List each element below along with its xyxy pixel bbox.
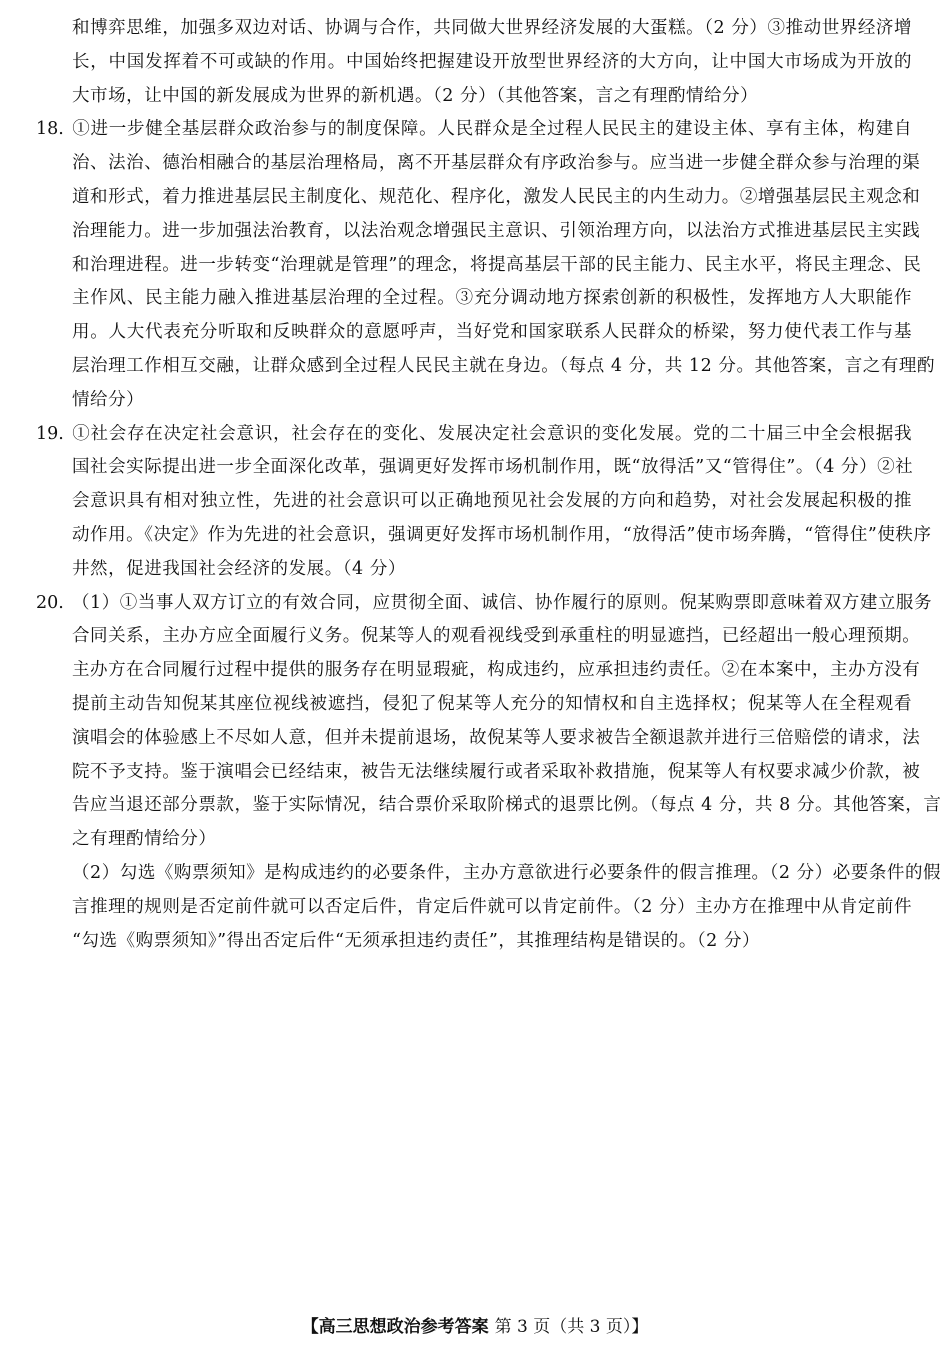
text-line xyxy=(36,418,912,452)
text-line: 之有理酌情给分） xyxy=(72,829,217,850)
text-line: “勾选《购票须知》”得出否定后件“无须承担违约责任”，其推理结构是错误的。（2 分） xyxy=(72,930,761,951)
text-line: 大市场，让中国的新发展成为世界的新机遇。（2 分）（其他答案，言之有理酌情给分） xyxy=(72,85,759,106)
question-20-answer xyxy=(36,587,942,959)
answer-sheet-page xyxy=(36,12,942,958)
text-line: 用。人大代表充分听取和反映群众的意愿呼声，当好党和国家联系人民群众的桥梁，努力使代表工作与基 xyxy=(72,322,912,343)
question-number: 20. xyxy=(36,592,64,613)
text-line: 院不予支持。鉴于演唱会已经结束，被告无法继续履行或者采取补救措施，倪某等人有权要求减少价款，被 xyxy=(72,761,921,782)
text-line-content: ①社会存在决定社会意识，社会存在的变化、发展决定社会意识的变化发展。党的二十届三中全会根据我 xyxy=(72,423,912,444)
text-line: 演唱会的体验感上不尽如人意，但并未提前退场，故倪某等人要求被告全额退款并进行三倍赔偿的请求，法 xyxy=(72,727,921,748)
text-line-content: ①进一步健全基层群众政治参与的制度保障。人民群众是全过程人民民主的建设主体、享有主体，构建自 xyxy=(72,119,912,140)
q17-continuation xyxy=(36,12,912,113)
text-line: 主办方在合同履行过程中提供的服务存在明显瑕疵，构成违约，应承担违约责任。②在本案中，主办方没有 xyxy=(72,660,921,681)
text-line: 动作用。《决定》作为先进的社会意识，强调更好发挥市场机制作用，“放得活”使市场奔腾，“管得住”使秩序 xyxy=(72,524,932,545)
text-line: 合同关系，主办方应全面履行义务。倪某等人的观看视线受到承重柱的明显遮挡，已经超出一般心理预期。 xyxy=(72,626,921,647)
text-line: 治、法治、德治相融合的基层治理格局，离不开基层群众有序政治参与。应当进一步健全群众参与治理的渠 xyxy=(72,153,921,174)
question-number: 18. xyxy=(36,119,64,140)
text-line: 层治理工作相互交融，让群众感到全过程人民民主就在身边。（每点 4 分，共 12 分。其他答案，言之有理酌 xyxy=(72,355,935,376)
question-19-answer xyxy=(36,418,932,587)
text-line: 告应当退还部分票款，鉴于实际情况，结合票价采取阶梯式的退票比例。（每点 4 分，共 8 分。其他答案，言 xyxy=(72,795,942,816)
text-line: 道和形式，着力推进基层民主制度化、规范化、程序化，激发人民民主的内生动力。②增强基层民主观念和 xyxy=(72,186,921,207)
footer-page-number: 第 3 页（共 3 页）】 xyxy=(494,1317,649,1337)
text-line: 会意识具有相对独立性，先进的社会意识可以正确地预见社会发展的方向和趋势，对社会发展起积极的推 xyxy=(72,491,912,512)
text-line xyxy=(36,113,912,147)
text-line: 和博弈思维，加强多双边对话、协调与合作，共同做大世界经济发展的大蛋糕。（2 分）③推动世界经济增 xyxy=(72,18,912,38)
text-line: 国社会实际提出进一步全面深化改革，强调更好发挥市场机制作用，既“放得活”又“管得住”。（4 分）②社 xyxy=(72,457,914,478)
text-line: 治理能力。进一步加强法治教育，以法治观念增强民主意识、引领治理方向，以法治方式推进基层民主实践 xyxy=(72,220,921,241)
page-footer xyxy=(0,1312,950,1337)
text-line: 言推理的规则是否定前件就可以否定后件，肯定后件就可以肯定前件。（2 分）主办方在推理中从肯定前件 xyxy=(72,896,912,917)
text-line: 长，中国发挥着不可或缺的作用。中国始终把握建设开放型世界经济的大方向，让中国大市场成为开放的 xyxy=(72,51,912,72)
text-line: 井然，促进我国社会经济的发展。（4 分） xyxy=(72,558,406,579)
footer-title: 【高三思想政治参考答案 xyxy=(301,1317,489,1337)
text-line-content: （1）①当事人双方订立的有效合同，应贯彻全面、诚信、协作履行的原则。倪某购票即意味着双方建立服务 xyxy=(72,592,933,613)
text-line xyxy=(36,587,933,621)
question-number: 19. xyxy=(36,423,64,444)
text-line: （2）勾选《购票须知》是构成违约的必要条件，主办方意欲进行必要条件的假言推理。（2 分）必要条件的假 xyxy=(72,862,942,883)
text-line: 提前主动告知倪某其座位视线被遮挡，侵犯了倪某等人充分的知情权和自主选择权；倪某等人在全程观看 xyxy=(72,693,912,714)
text-line: 情给分） xyxy=(72,389,145,410)
text-line: 和治理进程。进一步转变“治理就是管理”的理念，将提高基层干部的民主能力、民主水平，将民主理念、民 xyxy=(72,254,922,275)
text-line: 主作风、民主能力融入推进基层治理的全过程。③充分调动地方探索创新的积极性，发挥地方人大职能作 xyxy=(72,288,912,309)
question-18-answer xyxy=(36,113,935,417)
